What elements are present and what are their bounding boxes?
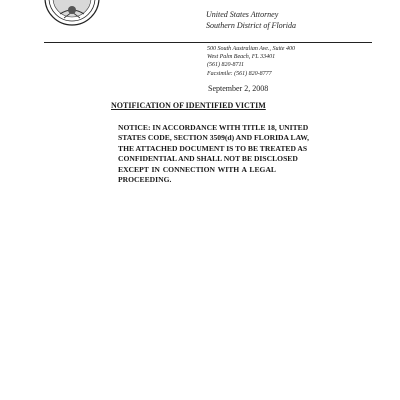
letter-date: September 2, 2008 xyxy=(208,84,269,93)
confidentiality-notice xyxy=(118,123,310,185)
address-street: 500 South Australian Ave., Suite 400 xyxy=(207,46,295,52)
notice-line: STATES CODE, SECTION 3509(d) AND FLORIDA LAW, xyxy=(118,133,310,143)
notification-heading: NOTIFICATION OF IDENTIFIED VICTIM xyxy=(111,101,266,110)
address-city: West Palm Beach, FL 33401 xyxy=(207,54,276,61)
notice-line: CONFIDENTIAL AND SHALL NOT BE DISCLOSED xyxy=(118,154,298,164)
letterhead-divider xyxy=(44,42,372,43)
office-address xyxy=(207,45,295,78)
notice-line: NOTICE: IN ACCORDANCE WITH TITLE 18, UNITED xyxy=(118,123,309,132)
notice-line: THE ATTACHED DOCUMENT IS TO BE TREATED AS xyxy=(118,143,308,153)
office-name xyxy=(206,9,296,31)
notice-line: PROCEEDING. xyxy=(118,175,172,185)
doj-seal-icon xyxy=(44,0,100,26)
address-phone: (561) 820-8711 xyxy=(207,62,245,69)
office-name-line2: Southern District of Florida xyxy=(206,21,296,30)
office-name-line1: United States Attorney xyxy=(206,10,279,19)
notice-line: EXCEPT IN CONNECTION WITH A LEGAL xyxy=(118,164,276,174)
address-fax: Facsimile: (561) 820-8777 xyxy=(207,70,272,77)
